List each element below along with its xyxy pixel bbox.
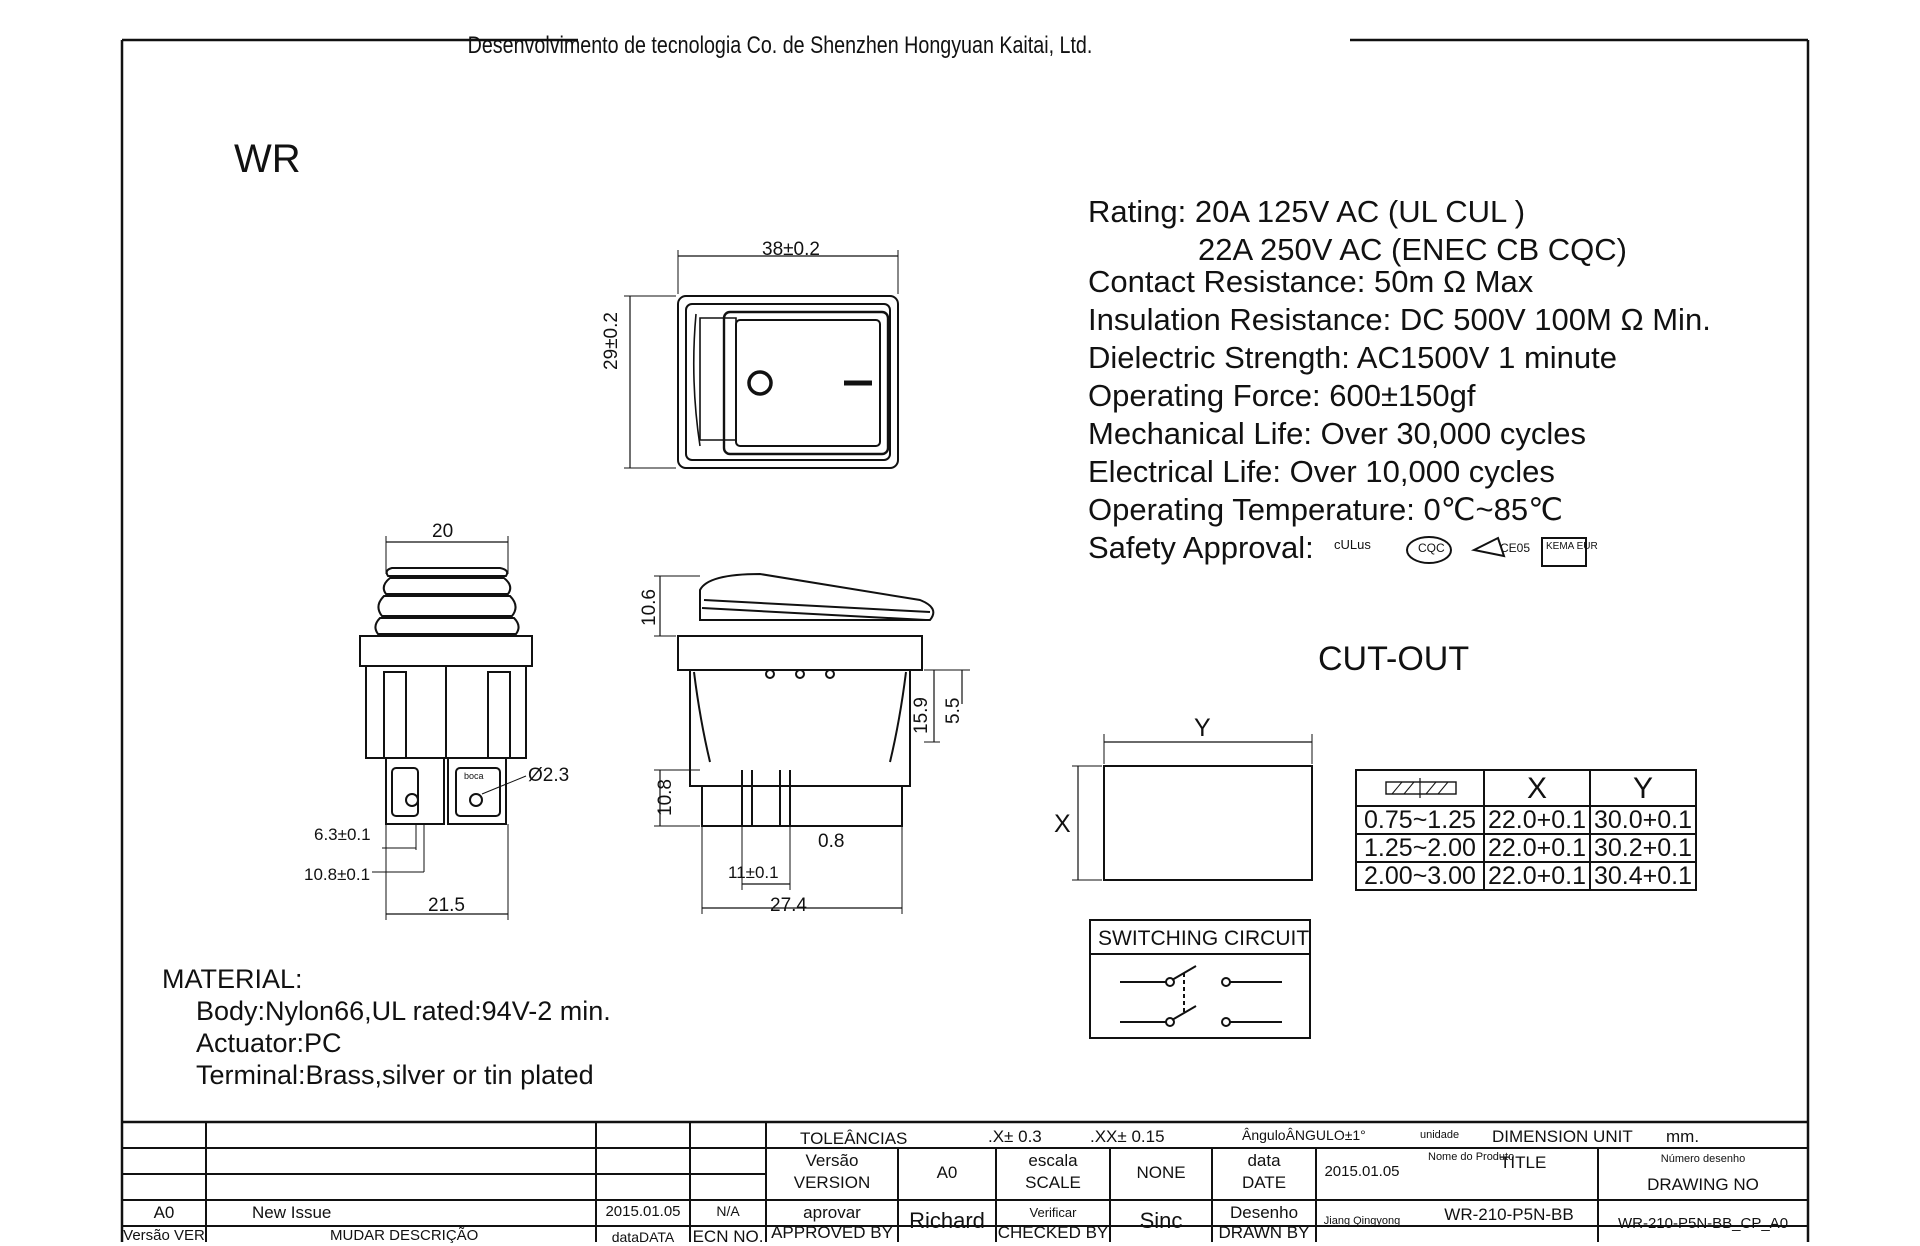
dim-side-terminal: 10.8 [655,779,676,816]
dim-front-terminal-2: 10.8±0.1 [304,865,371,884]
dim-front-terminal-1: 6.3±0.1 [314,825,371,844]
dim-top-width: 38±0.2 [762,239,820,260]
approval-mark-cqc: CQC [1418,541,1445,555]
cutout-row-1-x: 22.0+0.1 [1487,806,1586,834]
tb-dimension-unit: DIMENSION UNIT [1492,1127,1633,1146]
tb-scale-label: escala [1028,1151,1078,1170]
side-view-drawing [654,574,970,914]
tb-date-value: 2015.01.05 [1324,1163,1400,1180]
cutout-row-1-thickness: 0.75~1.25 [1364,806,1476,834]
spec-rating-2: 22A 250V AC (ENEC CB CQC) [1198,232,1627,267]
tb-title-label: TITLE [1500,1153,1547,1172]
dim-side-pitch: 11±0.1 [728,863,779,882]
cutout-row-2-thickness: 1.25~2.00 [1364,834,1476,862]
tb-tolerances: TOLEÂNCIAS [800,1129,908,1148]
dim-side-body: 15.9 [911,697,932,734]
series-label: WR [234,137,301,181]
tb-version-label: Versão [805,1151,859,1170]
cutout-row-3-y: 30.4+0.1 [1593,862,1692,890]
tb-col-version: Versão VER [123,1227,205,1244]
cutout-row-1-y: 30.0+0.1 [1593,806,1692,834]
tb-approve-label: aprovar [803,1203,861,1222]
spec-electrical-life: Electrical Life: Over 10,000 cycles [1088,454,1555,489]
approval-mark-kema: KEMA EUR [1546,541,1598,552]
tb-drawn-label-en: DRAWN BY [1218,1223,1310,1242]
material-actuator: Actuator:PC [196,1028,342,1058]
spec-operating-force: Operating Force: 600±150gf [1088,378,1476,413]
tb-tol-x: .X± 0.3 [988,1127,1042,1146]
cutout-title: CUT-OUT [1318,640,1470,678]
dim-side-actuator: 10.6 [639,589,660,626]
tb-approve-value: Richard [909,1208,985,1233]
tb-date-label-en: DATE [1241,1173,1287,1192]
tb-check-label-en: CHECKED BY [997,1223,1109,1242]
company-name: Desenvolvimento de tecnologia Co. de Shenzhen Hongyuan Kaitai, Ltd. [467,32,1093,59]
cutout-y-label: Y [1194,714,1211,742]
tb-check-label: Verificar [1029,1205,1077,1220]
spec-contact-resistance: Contact Resistance: 50m Ω Max [1088,264,1534,299]
tb-drawn-value: Jiang Qingyong [1323,1215,1401,1227]
dim-side-base: 27.4 [770,895,807,916]
tb-approve-label-en: APPROVED BY [771,1223,893,1242]
tb-version-label-en: VERSION [793,1173,871,1192]
tb-drawn-label: Desenho [1229,1203,1299,1222]
tb-col-description: MUDAR DESCRIÇÃO [330,1227,479,1244]
tb-date-label: data [1247,1151,1281,1170]
tb-tol-xx: .XX± 0.15 [1090,1127,1165,1146]
dim-side-clip: 5.5 [943,697,964,724]
tb-drawing-no-label: Número desenho [1660,1153,1746,1165]
cutout-x-label: X [1054,810,1071,838]
cutout-row-2-x: 22.0+0.1 [1487,834,1586,862]
tb-scale-label-en: SCALE [1025,1173,1081,1192]
cutout-row-3-x: 22.0+0.1 [1487,862,1586,890]
terminal-mark: boca [464,771,484,781]
dim-top-height: 29±0.2 [601,312,622,370]
spec-safety-approval: Safety Approval: [1088,530,1314,565]
tb-unidade: unidade [1420,1129,1460,1141]
spec-operating-temperature: Operating Temperature: 0℃~85℃ [1088,492,1563,527]
material-title: MATERIAL: [162,964,303,994]
material-terminal: Terminal:Brass,silver or tin plated [196,1060,594,1090]
tb-rev-date: 2015.01.05 [605,1203,681,1220]
tb-scale-value: NONE [1136,1163,1186,1182]
tb-rev-description: New Issue [252,1203,332,1222]
approval-mark-ce: CE05 [1500,541,1531,555]
top-view-drawing [624,250,898,468]
tb-rev-version: A0 [153,1203,175,1222]
switching-circuit-title: SWITCHING CIRCUIT [1098,927,1310,950]
dim-side-thickness: 0.8 [818,831,845,852]
spec-insulation-resistance: Insulation Resistance: DC 500V 100M Ω Min. [1088,302,1711,337]
tb-angle: ÂnguloÂNGULO±1° [1242,1127,1366,1143]
cutout-drawing [1072,734,1312,880]
dim-front-width: 20 [432,521,454,542]
dim-front-base: 21.5 [428,895,465,916]
tb-product-name-label: Nome do Produto [1428,1151,1515,1163]
dim-front-hole: Ø2.3 [528,765,570,786]
tb-drawing-no-label-en: DRAWING NO [1647,1175,1759,1194]
cutout-row-3-thickness: 2.00~3.00 [1364,862,1476,890]
spec-rating-1: Rating: 20A 125V AC (UL CUL ) [1088,194,1526,229]
material-body: Body:Nylon66,UL rated:94V-2 min. [196,996,611,1026]
tb-check-value: Sinc [1139,1208,1183,1233]
cutout-row-2-y: 30.2+0.1 [1593,834,1692,862]
tb-col-date: dataDATA [611,1229,675,1245]
cutout-header-y: Y [1632,772,1653,805]
cutout-header-x: X [1526,772,1547,805]
tb-rev-ecn: N/A [716,1203,740,1219]
spec-mechanical-life: Mechanical Life: Over 30,000 cycles [1088,416,1586,451]
front-view-drawing [360,536,532,920]
tb-version-value: A0 [936,1163,958,1182]
tb-col-ecn: ECN NO. [692,1227,764,1246]
tb-unit-value: mm. [1666,1127,1700,1146]
tb-title-value: WR-210-P5N-BB [1444,1205,1574,1224]
approval-mark-ul: cULus [1334,537,1371,552]
tb-drawing-no-value: WR-210-P5N-BB_CP_A0 [1617,1215,1789,1232]
spec-dielectric-strength: Dielectric Strength: AC1500V 1 minute [1088,340,1617,375]
